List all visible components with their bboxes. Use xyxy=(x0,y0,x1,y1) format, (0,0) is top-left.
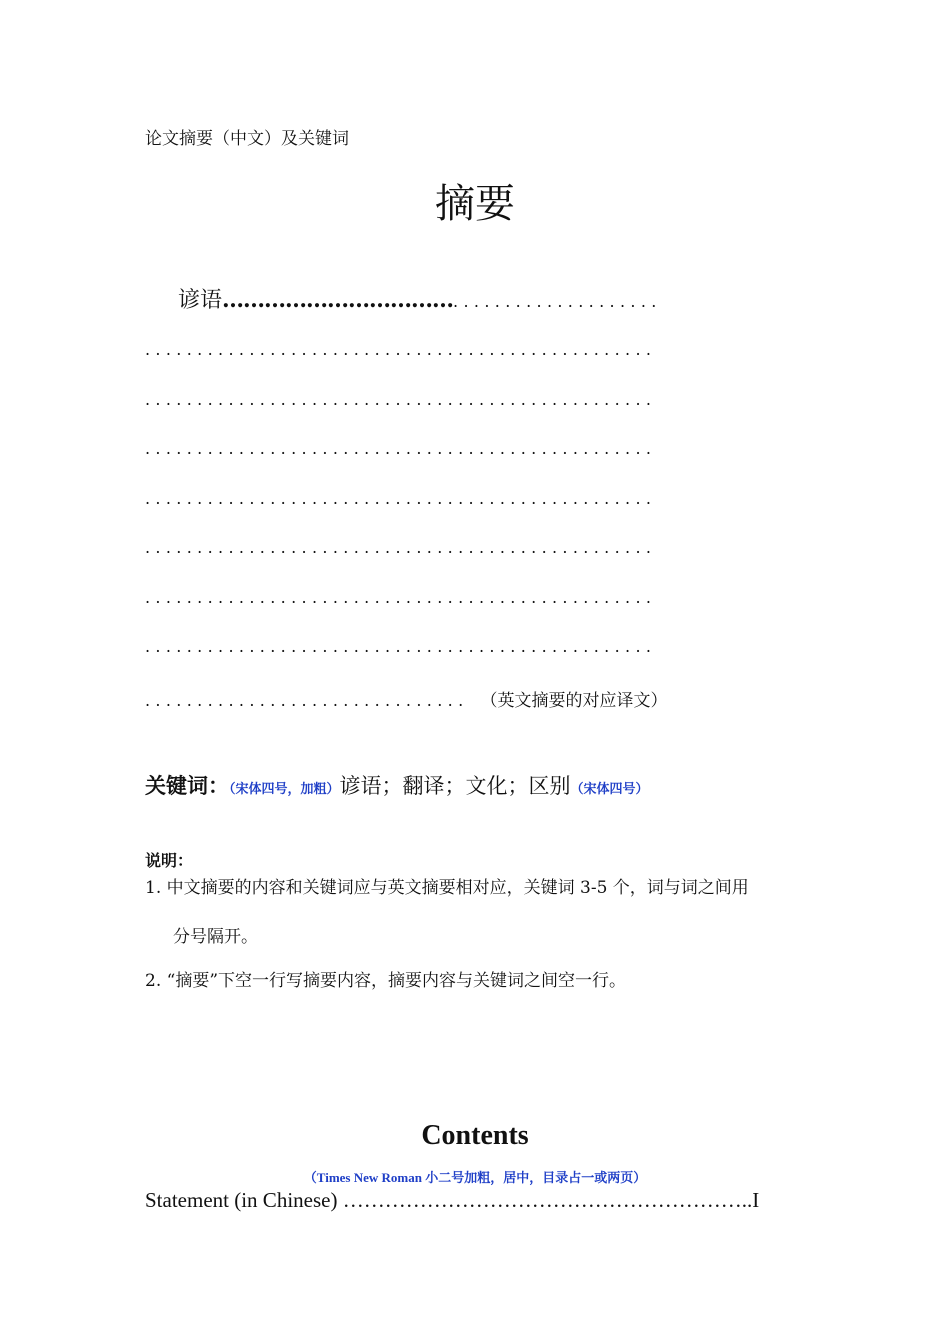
abstract-dot-line: ................................................. xyxy=(145,637,657,656)
toc-leader: ………………………………………………….. xyxy=(342,1188,753,1212)
abstract-lead-bold-dots: …………………………… xyxy=(222,287,454,313)
abstract-last-dots: ............................... xyxy=(145,691,469,710)
toc-page-number: I xyxy=(752,1188,760,1212)
abstract-dot-line: ................................................. xyxy=(145,538,657,557)
contents-format-note: （Times New Roman 小二号加粗，居中，目录占一或两页） xyxy=(303,1170,647,1185)
keywords-label-note: （宋体四号，加粗） xyxy=(229,782,340,797)
abstract-dot-line: ................................................. xyxy=(145,390,657,409)
abstract-dot-line: ................................................. xyxy=(145,489,657,508)
abstract-title: 摘要 xyxy=(435,181,515,227)
note-item-1: 1. 中文摘要的内容和关键词应与英文摘要相对应，关键词 3-5 个，词与词之间用 xyxy=(145,878,749,898)
contents-title: Contents xyxy=(421,1120,529,1151)
toc-entry[interactable] xyxy=(145,1188,759,1213)
note-item-1-continued: 分号隔开。 xyxy=(173,927,258,947)
abstract-lead-light-dots: .................... xyxy=(453,292,662,311)
abstract-first-line xyxy=(178,283,662,314)
section-label: 论文摘要（中文）及关键词 xyxy=(145,129,349,149)
abstract-dot-line: ................................................. xyxy=(145,588,657,607)
abstract-dot-line: ................................................. xyxy=(145,340,657,359)
abstract-dot-line: ................................................. xyxy=(145,439,657,458)
abstract-last-line xyxy=(145,686,668,711)
keywords-items-note: （宋体四号） xyxy=(570,782,649,797)
notes-heading: 说明： xyxy=(145,851,194,870)
translation-note: （英文摘要的对应译文） xyxy=(480,691,668,711)
toc-entry-text: Statement (in Chinese) xyxy=(145,1188,343,1212)
keywords-label: 关键词： xyxy=(145,774,229,798)
abstract-lead-word: 谚语 xyxy=(178,288,223,313)
note-item-2: 2. “摘要”下空一行写摘要内容，摘要内容与关键词之间空一行。 xyxy=(145,971,627,991)
keywords-items: 谚语；翻译；文化；区别 xyxy=(339,774,571,798)
keywords-line xyxy=(145,770,649,800)
